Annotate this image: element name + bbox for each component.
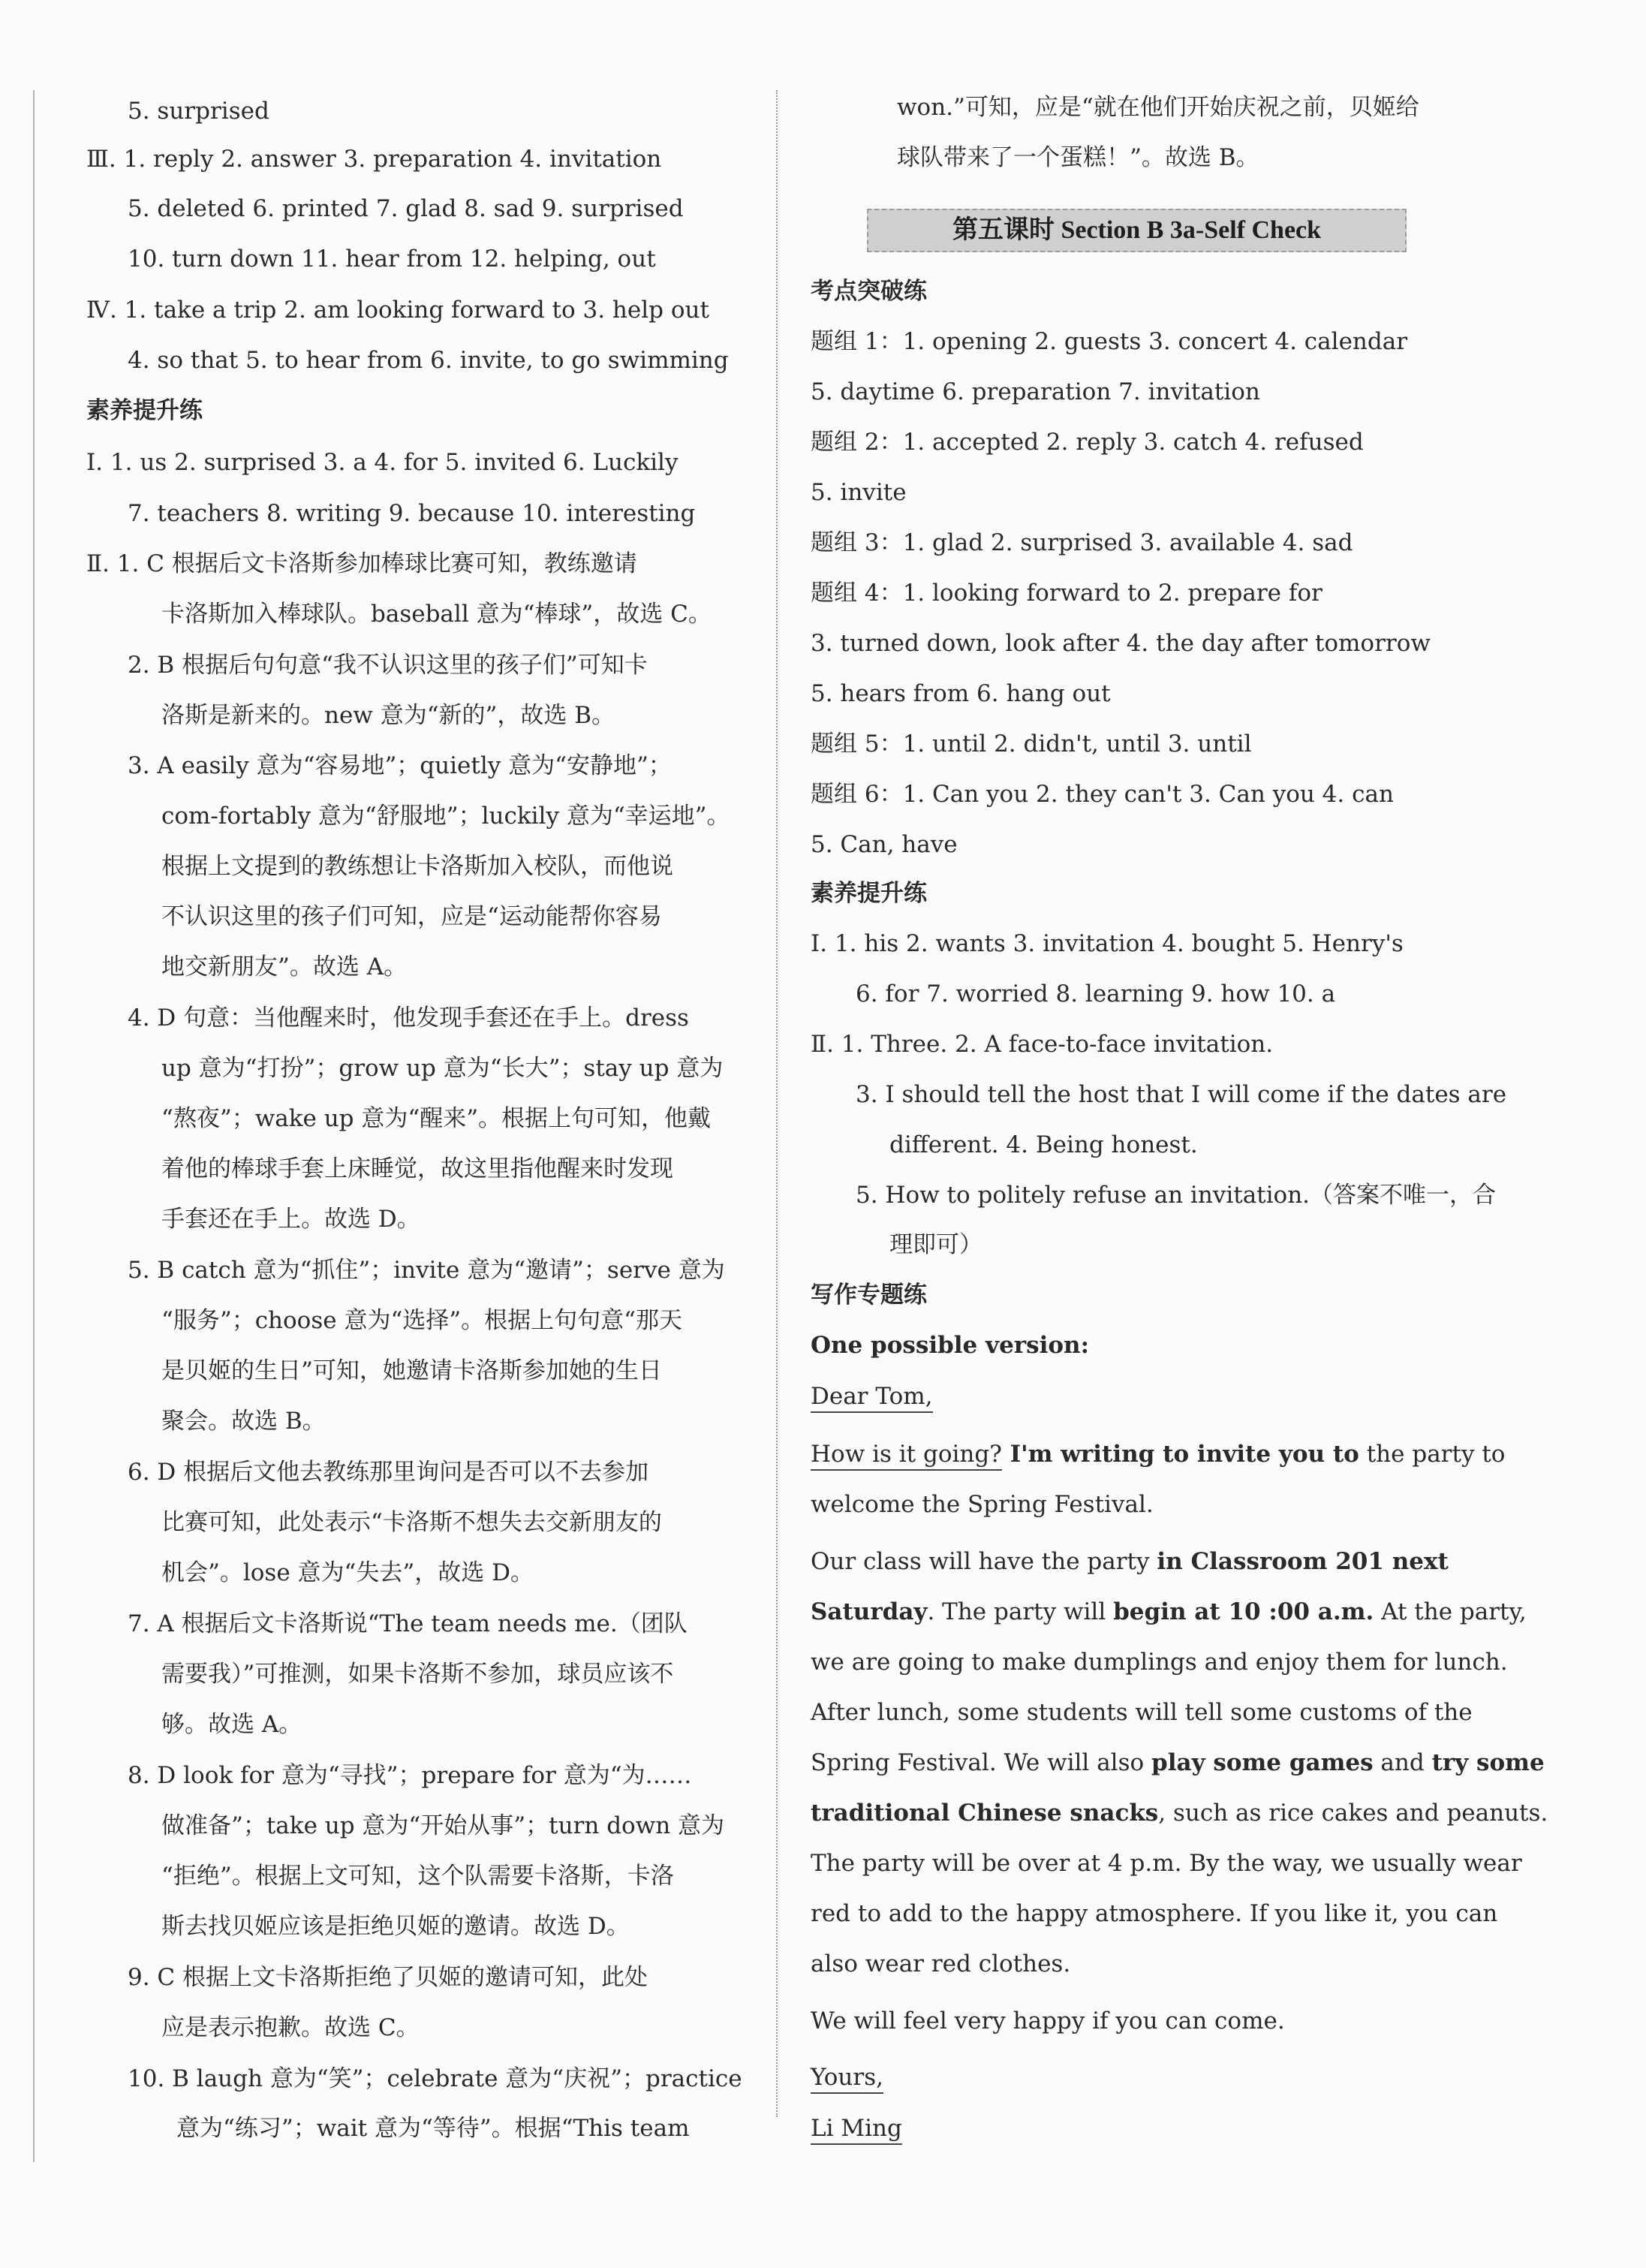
answer-line: 地交新朋友”。故选 A。 (161, 953, 408, 980)
answer-line: 5. daytime 6. preparation 7. invitation (811, 378, 1260, 405)
answer-line: 5. deleted 6. printed 7. glad 8. sad 9. surprised (128, 195, 684, 222)
essay-line: Saturday. The party will begin at 10 :00 a.m. At the party, (811, 1598, 1527, 1625)
answer-line: 5. Can, have (811, 831, 958, 858)
answer-line: “服务”；choose 意为“选择”。根据上句句意“那天 (161, 1307, 683, 1334)
section-heading: 写作专题练 (811, 1282, 927, 1309)
answer-line: 5. How to politely refuse an invitation.（答案不唯一，合 (856, 1182, 1497, 1209)
answer-line: 够。故选 A。 (161, 1711, 302, 1738)
answer-line: 题组 1：1. opening 2. guests 3. concert 4. calendar (811, 328, 1408, 355)
essay-line: We will feel very happy if you can come. (811, 2007, 1285, 2035)
essay-line: How is it going? I'm writing to invite you to the party to (811, 1439, 1505, 1469)
essay-line: red to add to the happy atmosphere. If you like it, you can (811, 1900, 1498, 1927)
answer-line: Ⅲ. 1. reply 2. answer 3. preparation 4. invitation (86, 146, 662, 173)
answer-line: 做准备”；take up 意为“开始从事”；turn down 意为 (161, 1812, 725, 1839)
essay-greeting: Dear Tom, (811, 1381, 933, 1411)
answer-line: 聚会。故选 B。 (161, 1408, 326, 1435)
answer-line: Ⅰ. 1. his 2. wants 3. invitation 4. bought 5. Henry's (811, 930, 1404, 957)
section-heading: 素养提升练 (86, 397, 203, 424)
answer-line: 题组 5：1. until 2. didn't, until 3. until (811, 730, 1252, 758)
answer-line: 比赛可知，此处表示“卡洛斯不想失去交新朋友的 (161, 1509, 662, 1536)
answer-line: 题组 3：1. glad 2. surprised 3. available 4. sad (811, 529, 1353, 556)
page-edge-line (33, 90, 35, 2162)
essay-line: traditional Chinese snacks, such as rice cakes and peanuts. (811, 1800, 1548, 1827)
answer-line: 着他的棒球手套上床睡觉，故这里指他醒来时发现 (161, 1155, 673, 1182)
answer-line: 5. B catch 意为“抓住”；invite 意为“邀请”；serve 意为 (128, 1257, 725, 1284)
column-divider (776, 90, 778, 2117)
essay-line: we are going to make dumplings and enjoy them for lunch. (811, 1649, 1508, 1676)
essay-line: welcome the Spring Festival. (811, 1491, 1154, 1518)
answer-line: 5. hears from 6. hang out (811, 680, 1111, 707)
answer-line: 3. turned down, look after 4. the day after tomorrow (811, 630, 1431, 657)
essay-closing: Yours, (811, 2062, 883, 2092)
answer-line: 根据上文提到的教练想让卡洛斯加入校队，而他说 (161, 853, 673, 880)
answer-line: 6. D 根据后文他去教练那里询问是否可以不去参加 (128, 1459, 649, 1486)
answer-line: 10. turn down 11. hear from 12. helping, out (128, 245, 656, 273)
section-heading: 考点突破练 (811, 278, 927, 305)
answer-line: 4. D 句意：当他醒来时，他发现手套还在手上。dress (128, 1004, 689, 1032)
answer-line: 手套还在手上。故选 D。 (161, 1206, 420, 1233)
answer-line: different. 4. Being honest. (889, 1131, 1198, 1158)
answer-line: 斯去找贝姬应该是拒绝贝姬的邀请。故选 D。 (161, 1913, 630, 1940)
answer-line: 机会”。lose 意为“失去”，故选 D。 (161, 1559, 534, 1586)
answer-line: 7. teachers 8. writing 9. because 10. interesting (128, 500, 696, 527)
essay-line: After lunch, some students will tell some customs of the (811, 1699, 1473, 1726)
answer-line: com-fortably 意为“舒服地”；luckily 意为“幸运地”。 (161, 803, 730, 830)
section-heading: 素养提升练 (811, 880, 927, 907)
essay-line: Spring Festival. We will also play some games and try some (811, 1749, 1545, 1776)
answer-line: 题组 2：1. accepted 2. reply 3. catch 4. refused (811, 429, 1364, 456)
answer-line: 应是表示抱歉。故选 C。 (161, 2014, 420, 2041)
answer-line: 题组 6：1. Can you 2. they can't 3. Can you 4. can (811, 781, 1394, 808)
answer-line: “拒绝”。根据上文可知，这个队需要卡洛斯，卡洛 (161, 1863, 674, 1890)
answer-line: 7. A 根据后文卡洛斯说“The team needs me.（团队 (128, 1610, 688, 1637)
answer-line: 意为“练习”；wait 意为“等待”。根据“This team (176, 2115, 690, 2142)
answer-line: 洛斯是新来的。new 意为“新的”，故选 B。 (161, 702, 615, 729)
answer-line: Ⅳ. 1. take a trip 2. am looking forward to 3. help out (86, 297, 709, 324)
essay-line: Our class will have the party in Classroom 201 next (811, 1548, 1449, 1575)
answer-line: 5. invite (811, 479, 907, 506)
answer-line: Ⅱ. 1. C 根据后文卡洛斯参加棒球比赛可知，教练邀请 (86, 550, 637, 577)
answer-line: 是贝姬的生日”可知，她邀请卡洛斯参加她的生日 (161, 1357, 662, 1384)
essay-line: also wear red clothes. (811, 1950, 1071, 1977)
answer-line: 3. A easily 意为“容易地”；quietly 意为“安静地”； (128, 752, 672, 779)
essay-version-label: One possible version: (811, 1332, 1090, 1359)
essay-signature: Li Ming (811, 2113, 902, 2143)
answer-line: Ⅱ. 1. Three. 2. A face-to-face invitation. (811, 1031, 1274, 1058)
answer-line: up 意为“打扮”；grow up 意为“长大”；stay up 意为 (161, 1055, 724, 1082)
answer-line: 9. C 根据上文卡洛斯拒绝了贝姬的邀请可知，此处 (128, 1964, 648, 1991)
answer-line: 8. D look for 意为“寻找”；prepare for 意为“为…… (128, 1762, 692, 1789)
answer-line: 理即可） (889, 1231, 982, 1258)
answer-line: 卡洛斯加入棒球队。baseball 意为“棒球”，故选 C。 (161, 601, 712, 628)
answer-line: 需要我）”可推测，如果卡洛斯不参加，球员应该不 (161, 1661, 674, 1688)
answer-line: 球队带来了一个蛋糕！”。故选 B。 (897, 144, 1259, 171)
essay-line: The party will be over at 4 p.m. By the way, we usually wear (811, 1850, 1522, 1877)
answer-line: 4. so that 5. to hear from 6. invite, to go swimming (128, 347, 729, 374)
section-banner: 第五课时 Section B 3a-Self Check (867, 209, 1407, 252)
answer-line: 6. for 7. worried 8. learning 9. how 10. a (856, 980, 1336, 1007)
answer-line: Ⅰ. 1. us 2. surprised 3. a 4. for 5. invited 6. Luckily (86, 449, 679, 476)
answer-line: 3. I should tell the host that I will come if the dates are (856, 1081, 1507, 1108)
answer-line: 5. surprised (128, 98, 269, 125)
answer-line: “熬夜”；wake up 意为“醒来”。根据上句可知，他戴 (161, 1105, 712, 1132)
answer-line: 题组 4：1. looking forward to 2. prepare for (811, 580, 1323, 607)
answer-line: 不认识这里的孩子们可知，应是“运动能帮你容易 (161, 903, 662, 930)
answer-line: 2. B 根据后句句意“我不认识这里的孩子们”可知卡 (128, 652, 648, 679)
answer-line: won.”可知，应是“就在他们开始庆祝之前，贝姬给 (897, 94, 1419, 121)
answer-line: 10. B laugh 意为“笑”；celebrate 意为“庆祝”；practice (128, 2065, 742, 2092)
